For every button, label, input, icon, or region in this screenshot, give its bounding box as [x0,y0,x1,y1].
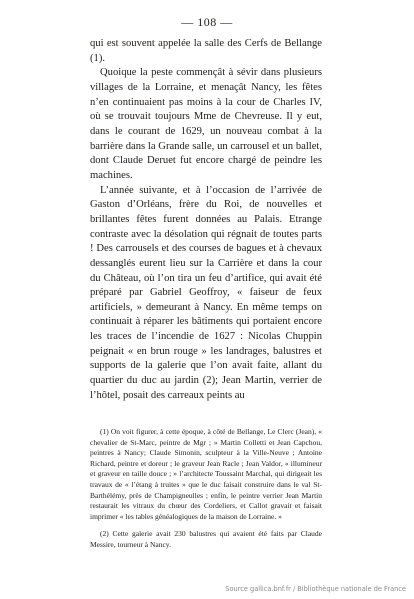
page-number: — 108 — [181,15,233,29]
paragraph: L’année suivante, et à l’occasion de l’arrivée de Gaston d’Orléans, frère du Roi, de nouvelles et brillantes fêtes furent données au Palais. Etrange contraste avec la désolation qui régnait de toutes parts ! Des carrousels et des courses de bagues et à chevaux dessanglés eurent lieu sur la Carrière et dans la cour du Château, où l’on tira un feu d’artifice, qui avait été préparé par Gabriel Geoffroy, « faiseur de feux artificiels, » demeurant à Nancy. En même temps on continuait à réparer les bâtiments qui portaient encore les traces de l’incendie de 1627 : Nicolas Chuppin peignait « en brun rouge » les landrages, balustres et supports de la galerie que l’on avait faite, allant du quartier du duc au jardin (2); Jean Martin, verrier de l’hôtel, posait des carreaux peints au [90,184,322,401]
paragraph: Quoique la peste commençât à sévir dans plusieurs villages de la Lorraine, et menaçât Nancy, les fêtes n’en continuaient pas moins à la cour de Charles IV, où se trouvait toujours Mme de Chevreuse. Il y eut, dans le courant de 1629, un nouveau combat à la barrière dans la Grande salle, un carrousel et un ballet, dont Claude Deruet fut encore chargé de peindre les machines. [90,67,322,181]
body-text [90,37,322,403]
footnote: (1) On voit figurer, à cette époque, à côté de Bellange, Le Clerc (Jean), « chevalier de St-Marc, peintre de Mgr ; » Martin Colletti et Jean Capchou, peintres à Nancy; Claude Simonin, sculpteur à la Ville-Neuve ; Antoine Richard, peintre et doreur ; le graveur Jean Racle ; Jean Valdor, « illumineur et graveur en taille douce ; » l’architecte Toussaint Marchal, qui dirigeait les travaux de « l’étang à truites » que le duc faisait construire dans le val St-Barthélémy, près de Champigneulles ; enfin, le peintre verrier Jean Martin restaurait les vitraux du chœur des Cordeliers, et Callot gravait et faisait imprimer « les tables généalogiques de la maison de Lorraine. » [90,427,322,521]
paragraph: qui est souvent appelée la salle des Cerfs de Bellange (1). [90,38,322,64]
footnote: (2) Cette galerie avait 230 balustres qui avaient été faits par Claude Messire, tourneur à Nancy. [90,529,322,549]
footnotes [90,427,322,558]
source-watermark: Source gallica.bnf.fr / Bibliothèque nationale de France [225,585,406,593]
